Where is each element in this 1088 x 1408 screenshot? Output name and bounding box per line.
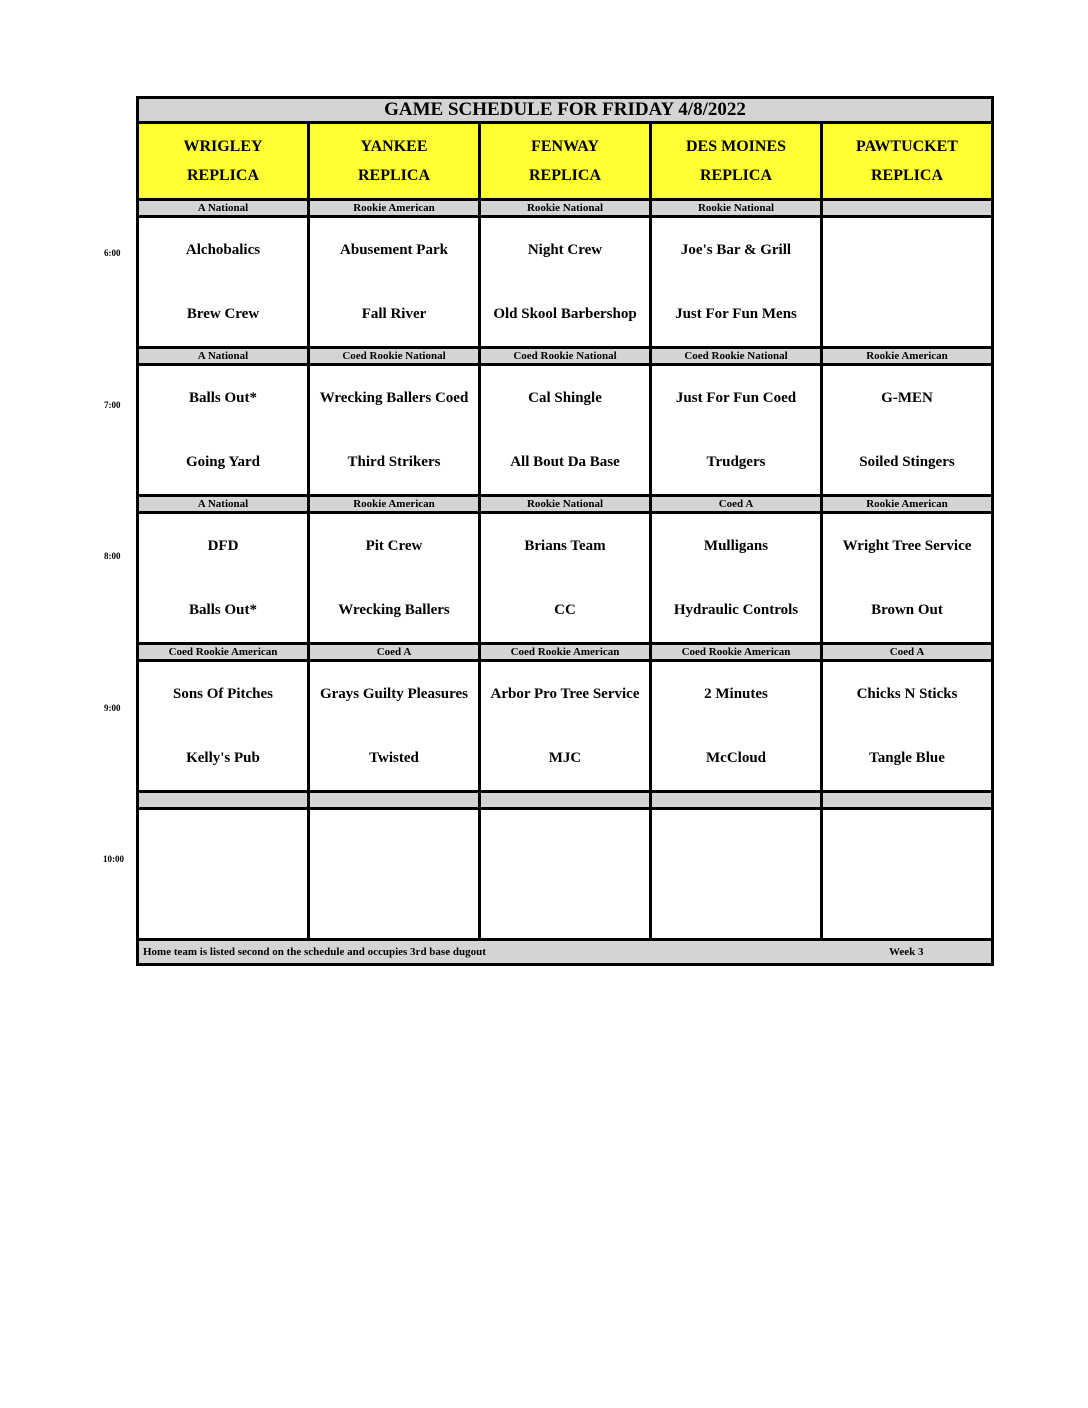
time-label-7-00: 7:00 [104,400,121,410]
game-cell [651,217,822,348]
home-team: Fall River [361,306,427,322]
game-cell [480,809,651,940]
away-team: Grays Guilty Pleasures [319,686,469,702]
home-team: Twisted [369,750,419,766]
away-team: DFD [207,538,239,554]
game-cell [138,217,309,348]
game-row [138,809,993,940]
away-team [481,810,649,874]
away-team: Wright Tree Service [842,538,972,554]
game-cell [822,217,993,348]
away-team: Arbor Pro Tree Service [490,686,640,702]
home-team: Balls Out* [189,602,257,618]
division-row [138,496,993,513]
away-team: Balls Out* [189,390,257,406]
away-team: Sons Of Pitches [172,686,273,702]
home-team [310,874,478,938]
away-team [652,810,820,874]
division-label: Coed A [651,496,822,513]
game-cell [822,365,993,496]
game-cell [651,365,822,496]
division-label: Coed Rookie American [138,644,309,661]
division-row [138,792,993,809]
home-team: Trudgers [706,454,766,470]
park-header: FENWAY REPLICA [480,123,651,200]
home-team: Third Strikers [347,454,441,470]
away-team: G-MEN [881,390,933,406]
home-team: All Bout Da Base [510,454,620,470]
away-team [139,810,307,874]
game-row [138,513,993,644]
home-team: Old Skool Barbershop [493,306,637,322]
division-label: Coed Rookie National [651,348,822,365]
home-team [139,874,307,938]
division-label [822,200,993,217]
away-team [823,218,991,282]
division-label: Rookie National [480,496,651,513]
division-label: Rookie National [480,200,651,217]
away-team: Just For Fun Coed [675,390,797,406]
game-cell [309,217,480,348]
division-label: Coed Rookie National [480,348,651,365]
home-team: Tangle Blue [869,750,945,766]
away-team: Alchobalics [185,242,261,258]
home-team: Brown Out [871,602,943,618]
division-label: Rookie American [822,496,993,513]
away-team: 2 Minutes [704,686,768,702]
game-cell [309,809,480,940]
game-cell [138,809,309,940]
home-team: Soiled Stingers [859,454,955,470]
away-team: Abusement Park [340,242,448,258]
game-cell [651,513,822,644]
division-row [138,348,993,365]
division-label [480,792,651,809]
game-cell [480,365,651,496]
game-cell [309,661,480,792]
division-label: Rookie National [651,200,822,217]
home-team [823,874,991,938]
home-team: Kelly's Pub [186,750,260,766]
division-label: Coed A [309,644,480,661]
away-team: Wrecking Ballers Coed [319,390,469,406]
game-cell [822,513,993,644]
time-label-6-00: 6:00 [104,248,121,258]
division-label: A National [138,496,309,513]
game-cell [651,809,822,940]
away-team: Pit Crew [365,538,423,554]
away-team: Chicks N Sticks [856,686,958,702]
game-cell [138,661,309,792]
park-header: PAWTUCKET REPLICA [822,123,993,200]
division-row [138,644,993,661]
division-label: Rookie American [309,496,480,513]
home-team: Brew Crew [186,306,260,322]
park-header-row [138,123,993,200]
away-team: Night Crew [527,242,603,258]
home-team: McCloud [706,750,766,766]
division-label: Coed A [822,644,993,661]
home-team [652,874,820,938]
game-cell [480,513,651,644]
game-cell [138,365,309,496]
division-label [309,792,480,809]
game-cell [822,661,993,792]
division-label [822,792,993,809]
home-team-note: Home team is listed second on the schedule and occupies 3rd base dugout [143,946,486,958]
week-label: Week 3 [889,946,924,958]
division-label: A National [138,348,309,365]
away-team [823,810,991,874]
division-label: Coed Rookie National [309,348,480,365]
away-team: Joe's Bar & Grill [680,242,792,258]
park-header: YANKEE REPLICA [309,123,480,200]
away-team [310,810,478,874]
schedule-footer [138,940,993,965]
home-team [823,282,991,346]
game-row [138,365,993,496]
time-label-9-00: 9:00 [104,703,121,713]
schedule-sheet [136,96,994,986]
home-team: CC [554,602,576,618]
game-cell [480,217,651,348]
home-team: Just For Fun Mens [675,306,797,322]
home-team [481,874,649,938]
away-team: Brians Team [524,538,606,554]
division-label: Rookie American [309,200,480,217]
game-cell [822,809,993,940]
division-label: Coed Rookie American [480,644,651,661]
park-header: DES MOINES REPLICA [651,123,822,200]
away-team: Mulligans [703,538,769,554]
game-cell [480,661,651,792]
division-label: Rookie American [822,348,993,365]
time-label-10-00: 10:00 [103,854,124,864]
park-header: WRIGLEY REPLICA [138,123,309,200]
division-label: Coed Rookie American [651,644,822,661]
time-label-8-00: 8:00 [104,551,121,561]
division-row [138,200,993,217]
page-title: GAME SCHEDULE FOR FRIDAY 4/8/2022 [138,98,993,123]
division-label [651,792,822,809]
home-team: Wrecking Ballers [338,602,450,618]
home-team: MJC [548,750,582,766]
away-team: Cal Shingle [528,390,602,406]
home-team: Hydraulic Controls [673,602,799,618]
game-row [138,661,993,792]
schedule-table [136,96,994,966]
game-cell [138,513,309,644]
game-cell [309,513,480,644]
division-label: A National [138,200,309,217]
division-label [138,792,309,809]
home-team: Going Yard [185,454,261,470]
game-row [138,217,993,348]
game-cell [309,365,480,496]
game-cell [651,661,822,792]
